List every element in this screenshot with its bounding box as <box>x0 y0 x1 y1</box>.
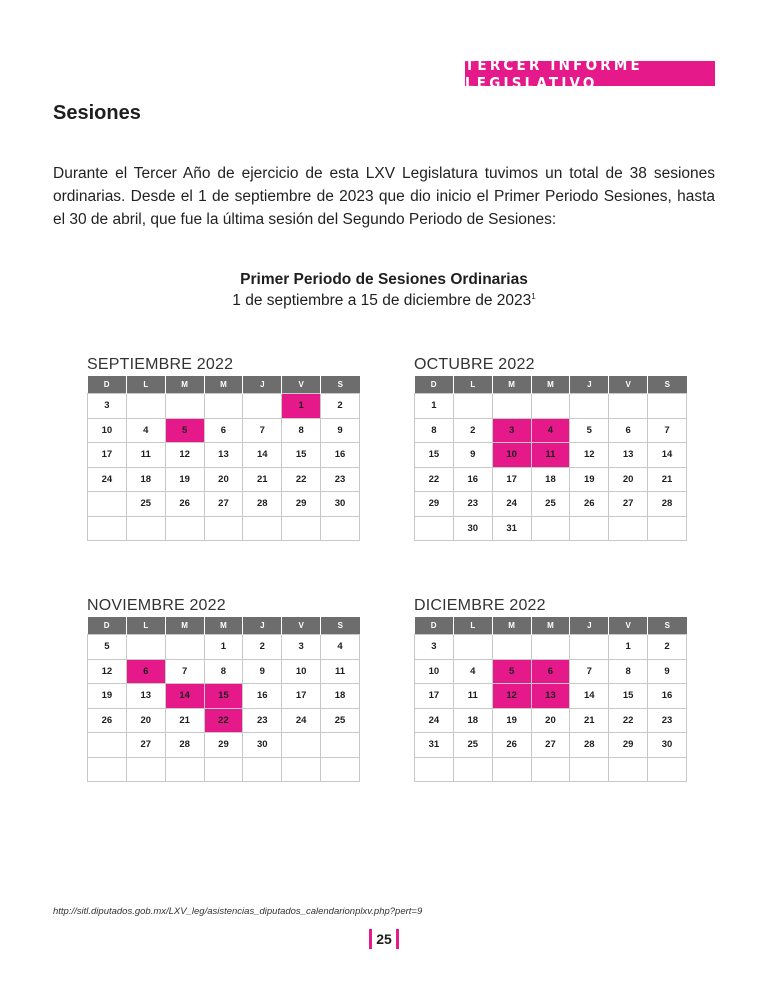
calendar-empty-cell <box>492 757 531 782</box>
calendar-grid <box>87 376 360 541</box>
calendar-day-cell: 3 <box>88 394 127 419</box>
calendar-week-row <box>415 394 687 419</box>
calendar-day-cell: 8 <box>204 659 243 684</box>
calendar-empty-cell <box>204 757 243 782</box>
calendar-empty-cell <box>165 757 204 782</box>
calendar-day-cell: 9 <box>321 418 360 443</box>
calendar-day-cell: 3 <box>282 635 321 660</box>
weekday-header: L <box>453 617 492 635</box>
calendar-day-cell: 1 <box>609 635 648 660</box>
calendar-day-cell: 11 <box>453 684 492 709</box>
calendar-empty-cell <box>165 635 204 660</box>
session-day-cell: 1 <box>282 394 321 419</box>
calendar-day-cell: 24 <box>88 467 127 492</box>
weekday-header: J <box>243 376 282 394</box>
calendar-day-cell: 7 <box>165 659 204 684</box>
calendar-week-row <box>415 733 687 758</box>
calendar-day-cell: 14 <box>570 684 609 709</box>
calendar-empty-cell <box>648 394 687 419</box>
calendar-day-cell: 18 <box>126 467 165 492</box>
calendar-day-cell: 26 <box>165 492 204 517</box>
calendar-day-cell: 27 <box>204 492 243 517</box>
calendar-day-cell: 22 <box>282 467 321 492</box>
calendar-week-row <box>88 394 360 419</box>
calendar-day-cell: 19 <box>492 708 531 733</box>
calendar-empty-cell <box>165 516 204 541</box>
calendar-empty-cell <box>126 516 165 541</box>
calendar-day-cell: 15 <box>609 684 648 709</box>
session-day-cell: 3 <box>492 418 531 443</box>
calendar-empty-cell <box>88 492 127 517</box>
weekday-header: S <box>648 617 687 635</box>
calendar-day-cell: 14 <box>243 443 282 468</box>
session-day-cell: 12 <box>492 684 531 709</box>
weekday-header-row <box>415 617 687 635</box>
calendar-day-cell: 8 <box>609 659 648 684</box>
calendar-empty-cell <box>609 757 648 782</box>
calendar-day-cell: 23 <box>321 467 360 492</box>
weekday-header: L <box>126 617 165 635</box>
calendar-empty-cell <box>204 516 243 541</box>
weekday-header: M <box>204 376 243 394</box>
calendar-empty-cell <box>570 394 609 419</box>
calendar-empty-cell <box>609 394 648 419</box>
calendar-day-cell: 22 <box>415 467 454 492</box>
calendar-week-row <box>415 659 687 684</box>
calendar-empty-cell <box>415 516 454 541</box>
weekday-header: M <box>165 376 204 394</box>
calendar-day-cell: 15 <box>282 443 321 468</box>
calendar-empty-cell <box>321 516 360 541</box>
calendar-empty-cell <box>243 757 282 782</box>
calendar-empty-cell <box>570 635 609 660</box>
footnote-marker: 1 <box>531 292 536 301</box>
calendar-day-cell: 5 <box>88 635 127 660</box>
calendar-day-cell: 21 <box>165 708 204 733</box>
calendar-day-cell: 14 <box>648 443 687 468</box>
calendar-october <box>414 354 687 541</box>
calendar-empty-cell <box>648 757 687 782</box>
calendar-week-row <box>415 467 687 492</box>
period-title: Primer Periodo de Sesiones Ordinarias <box>240 271 528 288</box>
calendar-day-cell: 26 <box>492 733 531 758</box>
calendar-day-cell: 10 <box>415 659 454 684</box>
calendar-grid <box>414 617 687 782</box>
calendar-day-cell: 9 <box>648 659 687 684</box>
calendar-day-cell: 19 <box>165 467 204 492</box>
calendar-day-cell: 25 <box>126 492 165 517</box>
calendar-week-row <box>415 418 687 443</box>
calendar-empty-cell <box>88 516 127 541</box>
calendar-day-cell: 21 <box>243 467 282 492</box>
calendar-empty-cell <box>415 757 454 782</box>
calendar-day-cell: 24 <box>415 708 454 733</box>
calendar-day-cell: 9 <box>453 443 492 468</box>
calendar-day-cell: 28 <box>648 492 687 517</box>
calendar-day-cell: 27 <box>126 733 165 758</box>
calendar-empty-cell <box>453 394 492 419</box>
calendar-empty-cell <box>126 394 165 419</box>
calendar-day-cell: 11 <box>321 659 360 684</box>
calendar-empty-cell <box>453 757 492 782</box>
calendar-grid <box>414 376 687 541</box>
weekday-header: M <box>531 617 570 635</box>
calendar-day-cell: 16 <box>321 443 360 468</box>
calendar-week-row <box>88 757 360 782</box>
calendar-day-cell: 28 <box>165 733 204 758</box>
calendar-title: SEPTIEMBRE 2022 <box>87 356 234 373</box>
weekday-header: M <box>492 376 531 394</box>
calendar-day-cell: 21 <box>570 708 609 733</box>
calendar-week-row <box>88 418 360 443</box>
calendar-day-cell: 2 <box>648 635 687 660</box>
calendar-december <box>414 595 687 782</box>
session-day-cell: 22 <box>204 708 243 733</box>
weekday-header: S <box>321 617 360 635</box>
calendar-day-cell: 31 <box>492 516 531 541</box>
calendar-day-cell: 19 <box>88 684 127 709</box>
calendar-empty-cell <box>648 516 687 541</box>
calendar-day-cell: 25 <box>453 733 492 758</box>
calendar-day-cell: 27 <box>531 733 570 758</box>
period-subtitle-text: 1 de septiembre a 15 de diciembre de 2023 <box>232 292 532 310</box>
calendar-day-cell: 8 <box>282 418 321 443</box>
calendar-september <box>87 354 360 541</box>
calendar-day-cell: 2 <box>321 394 360 419</box>
calendar-day-cell: 23 <box>453 492 492 517</box>
calendar-week-row <box>88 492 360 517</box>
calendar-day-cell: 20 <box>204 467 243 492</box>
calendar-empty-cell <box>165 394 204 419</box>
page-number <box>369 929 399 949</box>
weekday-header: L <box>126 376 165 394</box>
calendar-day-cell: 21 <box>648 467 687 492</box>
calendar-grid <box>87 617 360 782</box>
calendar-day-cell: 20 <box>609 467 648 492</box>
calendar-day-cell: 23 <box>648 708 687 733</box>
weekday-header: D <box>88 617 127 635</box>
weekday-header: V <box>609 376 648 394</box>
calendar-day-cell: 13 <box>204 443 243 468</box>
calendar-day-cell: 17 <box>88 443 127 468</box>
calendar-day-cell: 23 <box>243 708 282 733</box>
calendar-day-cell: 20 <box>531 708 570 733</box>
calendar-november <box>87 595 360 782</box>
weekday-header: V <box>609 617 648 635</box>
calendar-day-cell: 1 <box>415 394 454 419</box>
calendar-empty-cell <box>492 635 531 660</box>
weekday-header: S <box>648 376 687 394</box>
calendar-day-cell: 10 <box>282 659 321 684</box>
weekday-header: J <box>243 617 282 635</box>
calendar-day-cell: 17 <box>282 684 321 709</box>
weekday-header: L <box>453 376 492 394</box>
calendar-title: NOVIEMBRE 2022 <box>87 597 226 614</box>
calendar-empty-cell <box>531 394 570 419</box>
calendar-day-cell: 11 <box>126 443 165 468</box>
calendar-day-cell: 4 <box>321 635 360 660</box>
calendar-day-cell: 26 <box>570 492 609 517</box>
weekday-header: V <box>282 617 321 635</box>
calendar-day-cell: 18 <box>321 684 360 709</box>
calendar-empty-cell <box>321 757 360 782</box>
calendar-day-cell: 18 <box>453 708 492 733</box>
calendar-empty-cell <box>531 757 570 782</box>
session-day-cell: 5 <box>492 659 531 684</box>
calendar-day-cell: 28 <box>243 492 282 517</box>
calendar-title: OCTUBRE 2022 <box>414 356 535 373</box>
session-day-cell: 4 <box>531 418 570 443</box>
calendar-day-cell: 17 <box>415 684 454 709</box>
weekday-header: J <box>570 617 609 635</box>
weekday-header-row <box>88 376 360 394</box>
calendar-empty-cell <box>88 757 127 782</box>
calendar-empty-cell <box>570 516 609 541</box>
calendar-day-cell: 30 <box>321 492 360 517</box>
calendar-empty-cell <box>88 733 127 758</box>
session-day-cell: 10 <box>492 443 531 468</box>
weekday-header: J <box>570 376 609 394</box>
calendar-day-cell: 12 <box>88 659 127 684</box>
weekday-header: V <box>282 376 321 394</box>
calendar-week-row <box>88 659 360 684</box>
calendar-day-cell: 17 <box>492 467 531 492</box>
calendar-title: DICIEMBRE 2022 <box>414 597 546 614</box>
weekday-header-row <box>415 376 687 394</box>
calendar-day-cell: 15 <box>415 443 454 468</box>
weekday-header: D <box>415 617 454 635</box>
calendar-empty-cell <box>531 635 570 660</box>
calendar-week-row <box>415 635 687 660</box>
calendar-empty-cell <box>204 394 243 419</box>
calendar-empty-cell <box>492 394 531 419</box>
calendar-empty-cell <box>531 516 570 541</box>
calendar-day-cell: 28 <box>570 733 609 758</box>
calendar-day-cell: 7 <box>648 418 687 443</box>
calendar-day-cell: 9 <box>243 659 282 684</box>
calendar-week-row <box>88 684 360 709</box>
calendar-week-row <box>415 443 687 468</box>
session-day-cell: 6 <box>531 659 570 684</box>
calendar-day-cell: 7 <box>570 659 609 684</box>
calendar-week-row <box>88 516 360 541</box>
calendar-empty-cell <box>282 516 321 541</box>
calendar-day-cell: 8 <box>415 418 454 443</box>
calendar-day-cell: 6 <box>609 418 648 443</box>
calendar-day-cell: 24 <box>282 708 321 733</box>
calendar-day-cell: 26 <box>88 708 127 733</box>
calendar-empty-cell <box>282 757 321 782</box>
session-day-cell: 15 <box>204 684 243 709</box>
calendar-day-cell: 19 <box>570 467 609 492</box>
calendar-empty-cell <box>243 394 282 419</box>
weekday-header: D <box>415 376 454 394</box>
calendar-day-cell: 4 <box>453 659 492 684</box>
calendar-day-cell: 12 <box>570 443 609 468</box>
page-number-bar-right <box>396 929 399 949</box>
calendar-empty-cell <box>321 733 360 758</box>
intro-paragraph: Durante el Tercer Año de ejercicio de esta LXV Legislatura tuvimos un total de 38 sesiones ordinarias. Desde el 1 de septiembre de 2023 que dio inicio el Primer Periodo Sesiones, hasta el 30 de abril, que fue la última sesión del Segundo Periodo de Sesiones: <box>53 165 715 228</box>
calendar-week-row <box>88 467 360 492</box>
calendar-week-row <box>88 733 360 758</box>
calendar-day-cell: 29 <box>204 733 243 758</box>
calendar-week-row <box>88 635 360 660</box>
calendar-day-cell: 2 <box>243 635 282 660</box>
calendar-week-row <box>415 757 687 782</box>
page-number-text: 25 <box>376 931 392 947</box>
calendar-week-row <box>415 492 687 517</box>
session-day-cell: 5 <box>165 418 204 443</box>
calendar-day-cell: 2 <box>453 418 492 443</box>
report-header-badge: TERCER INFORME LEGISLATIVO <box>465 61 715 86</box>
calendar-week-row <box>88 708 360 733</box>
weekday-header: M <box>165 617 204 635</box>
period-subtitle <box>0 292 768 310</box>
session-day-cell: 6 <box>126 659 165 684</box>
calendar-empty-cell <box>282 733 321 758</box>
weekday-header: M <box>531 376 570 394</box>
calendar-day-cell: 13 <box>609 443 648 468</box>
calendar-day-cell: 3 <box>415 635 454 660</box>
calendar-day-cell: 16 <box>648 684 687 709</box>
calendar-day-cell: 22 <box>609 708 648 733</box>
weekday-header: D <box>88 376 127 394</box>
calendar-day-cell: 29 <box>282 492 321 517</box>
weekday-header: M <box>492 617 531 635</box>
calendar-day-cell: 1 <box>204 635 243 660</box>
session-day-cell: 14 <box>165 684 204 709</box>
calendar-day-cell: 20 <box>126 708 165 733</box>
calendar-week-row <box>415 708 687 733</box>
footnote-source-url: http://sitl.diputados.gob.mx/LXV_leg/asistencias_diputados_calendarionplxv.php?pert=9 <box>53 906 423 917</box>
calendar-day-cell: 7 <box>243 418 282 443</box>
calendar-day-cell: 18 <box>531 467 570 492</box>
calendar-week-row <box>415 516 687 541</box>
calendar-empty-cell <box>609 516 648 541</box>
calendar-day-cell: 5 <box>570 418 609 443</box>
calendar-day-cell: 30 <box>648 733 687 758</box>
section-title: Sesiones <box>53 102 141 124</box>
calendar-day-cell: 13 <box>126 684 165 709</box>
session-day-cell: 11 <box>531 443 570 468</box>
weekday-header: S <box>321 376 360 394</box>
calendar-day-cell: 31 <box>415 733 454 758</box>
calendar-day-cell: 10 <box>88 418 127 443</box>
calendar-day-cell: 25 <box>531 492 570 517</box>
calendar-empty-cell <box>243 516 282 541</box>
calendar-week-row <box>88 443 360 468</box>
calendar-day-cell: 30 <box>243 733 282 758</box>
calendar-empty-cell <box>570 757 609 782</box>
calendar-day-cell: 6 <box>204 418 243 443</box>
calendar-empty-cell <box>126 757 165 782</box>
calendar-week-row <box>415 684 687 709</box>
weekday-header-row <box>88 617 360 635</box>
calendar-day-cell: 12 <box>165 443 204 468</box>
calendar-day-cell: 25 <box>321 708 360 733</box>
calendar-empty-cell <box>453 635 492 660</box>
calendar-day-cell: 16 <box>453 467 492 492</box>
session-day-cell: 13 <box>531 684 570 709</box>
calendar-day-cell: 24 <box>492 492 531 517</box>
calendar-day-cell: 30 <box>453 516 492 541</box>
calendar-day-cell: 27 <box>609 492 648 517</box>
calendar-day-cell: 29 <box>415 492 454 517</box>
page-number-bar-left <box>369 929 372 949</box>
calendar-day-cell: 4 <box>126 418 165 443</box>
calendar-day-cell: 29 <box>609 733 648 758</box>
weekday-header: M <box>204 617 243 635</box>
calendar-empty-cell <box>126 635 165 660</box>
calendar-day-cell: 16 <box>243 684 282 709</box>
